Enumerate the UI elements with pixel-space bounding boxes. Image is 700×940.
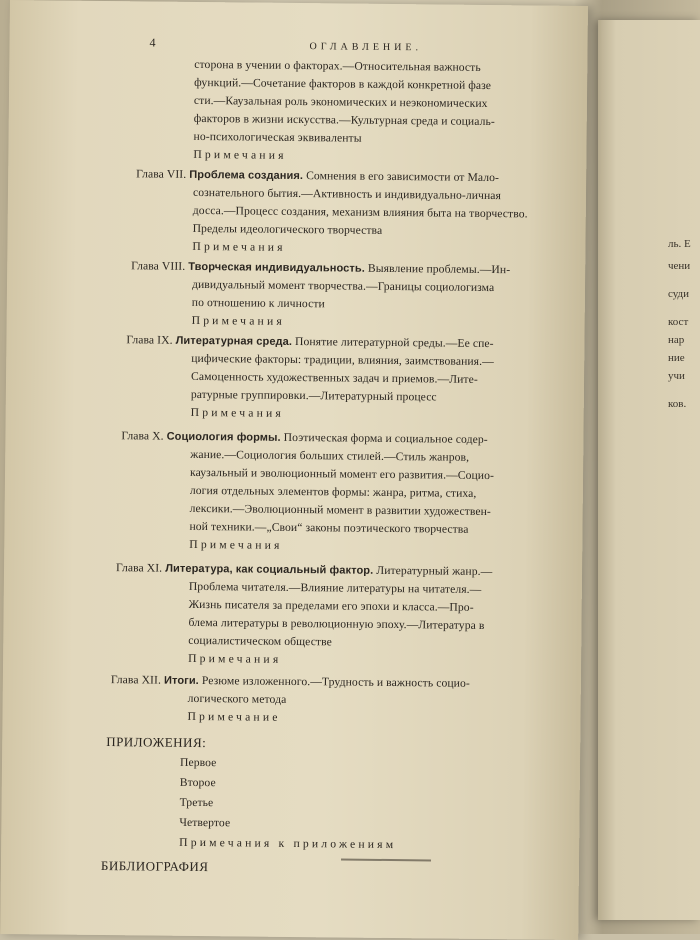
facing-page-fragment: суди [668, 288, 690, 300]
toc-line: факторов в жизни искусства.—Культурная среда и социаль- [193, 111, 495, 129]
toc-line: социалистическом обществе [188, 633, 332, 649]
toc-line: каузальный и эволюционный момент его развития.—Социо- [189, 465, 495, 483]
toc-line: сознательного бытия.—Активность и индивидуально-личная [192, 185, 502, 203]
facing-page-fragment: кост [668, 316, 689, 328]
toc-line: жание.—Социология больших стилей.—Стиль жанров, [190, 447, 470, 464]
toc-line-notes: Примечания [191, 313, 286, 328]
toc-line: Проблема читателя.—Влияние литературы на читателя.— [188, 579, 482, 596]
facing-page-fragment: ние [668, 352, 685, 364]
toc-line: Самоценность художественных задач и приемов.—Лите- [191, 369, 478, 386]
toc-line-notes: Примечания [190, 405, 285, 420]
toc-line-notes: Примечания [188, 651, 282, 666]
facing-page-fragment: ль. Е [668, 238, 691, 250]
toc-chapter-9: Глава IX. Литературная среда. Понятие литературной среды.—Ее спе- [126, 333, 494, 351]
toc-line: Жизнь писателя за пределами его эпохи и класса.—Про- [188, 597, 474, 614]
toc-chapter-12: Глава XII. Итоги. Резюме изложенного.—Трудность и важность социо- [110, 673, 470, 690]
toc-line-notes: Примечания [193, 147, 287, 162]
facing-page-fragment: учи [668, 370, 685, 382]
toc-line: ратурные группировки.—Литературный процесс [190, 387, 437, 404]
toc-line: лексики.—Эволюционный момент в развитии художествен- [189, 501, 492, 519]
page-number: 4 [149, 35, 156, 50]
toc-chapter-7: Глава VII. Проблема создания. Сомнения в его зависимости от Мало- [136, 167, 500, 185]
toc-chapter-8: Глава VIII. Творческая индивидуальность. Выявление проблемы.—Ин- [131, 259, 511, 277]
toc-chapter-10: Глава X. Социология формы. Поэтическая форма и социальное содер- [121, 429, 488, 447]
toc-bibliography: БИБЛИОГРАФИЯ [100, 858, 209, 875]
toc-appendix-notes: Примечания к приложениям [179, 835, 397, 852]
running-head: ОГЛАВЛЕНИЕ. [309, 41, 423, 54]
toc-line: сти.—Каузальная роль экономических и неэкономических [193, 93, 488, 111]
toc-line: функций.—Сочетание факторов в каждой конкретной фазе [194, 75, 492, 93]
toc-line: дивидуальный момент творчества.—Границы социологизма [191, 277, 495, 295]
toc-line: блема литературы в революционную эпоху.—Литература в [188, 615, 485, 633]
toc-line: логического метода [187, 691, 287, 706]
facing-page-fragment: чени [668, 260, 691, 272]
toc-line-notes: Примечание [187, 709, 281, 724]
toc-line: цифические факторы: традиции, влияния, заимствования.— [191, 351, 494, 369]
toc-appendix-2: Второе [179, 775, 216, 790]
toc-line-notes: Примечания [192, 239, 286, 254]
toc-appendix-1: Первое [179, 755, 217, 770]
facing-page [598, 20, 700, 920]
toc-line: но-психологическая эквиваленты [193, 129, 362, 145]
toc-line: логия отдельных элементов формы: жанра, ритма, стиха, [189, 483, 477, 500]
toc-line-notes: Примечания [189, 537, 283, 552]
toc-appendix-3: Третье [179, 795, 214, 810]
facing-page-fragment: нар [668, 334, 685, 346]
facing-page-fragment: ков. [668, 398, 687, 410]
toc-line: Пределы идеологического творчества [192, 221, 383, 237]
toc-line: досса.—Процесс создания, механизм влияния быта на творчество. [192, 203, 528, 221]
toc-chapter-11: Глава XI. Литература, как социальный фактор. Литературный жанр.— [115, 561, 493, 579]
toc-appendix-4: Четвертое [179, 815, 231, 830]
toc-line: по отношению к личности [191, 295, 325, 311]
toc-line: сторона в учении о факторах.—Относительная важность [194, 57, 481, 74]
toc-line: ной техники.—„Свои“ законы поэтического творчества [189, 519, 469, 536]
toc-appendices-heading: ПРИЛОЖЕНИЯ: [106, 734, 207, 751]
